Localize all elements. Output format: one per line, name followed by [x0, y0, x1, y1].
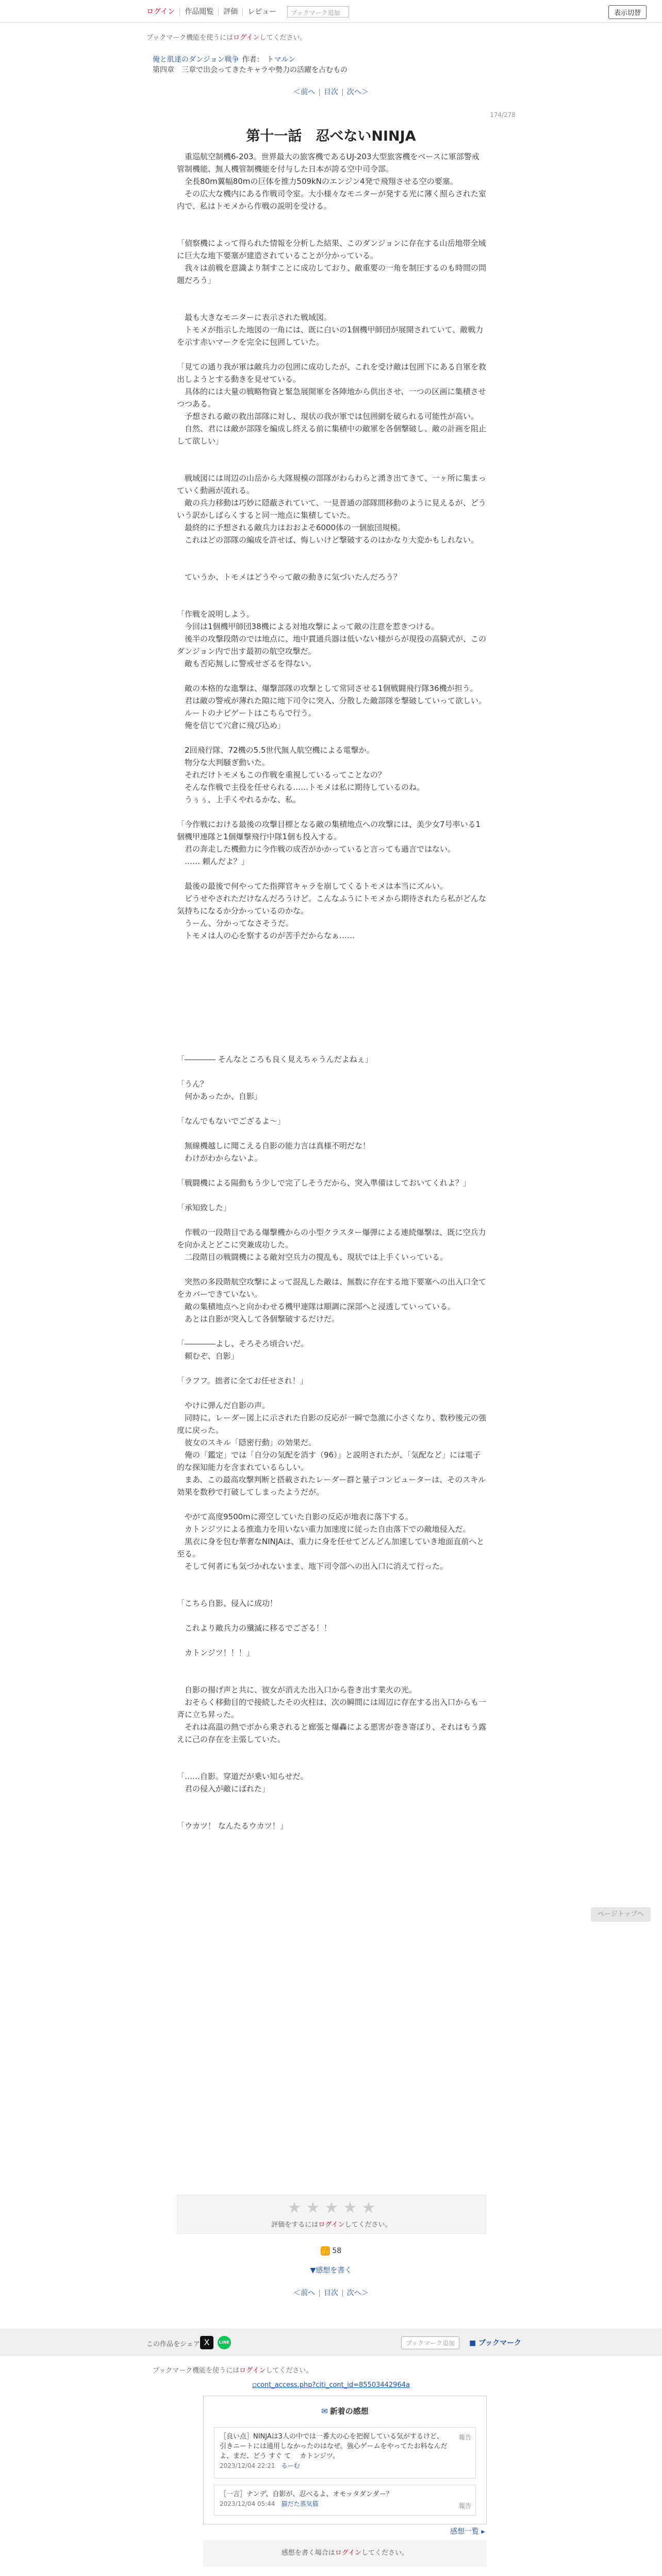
novel-paragraph: うぅぅ、上手くやれるかな、私。: [177, 795, 301, 804]
novel-paragraph: 最後の最後で何やってた指揮官キャラを崩してくるトモメは本当にズルい。: [177, 882, 448, 891]
reviewer-link[interactable]: 猫だた蒸気猫: [281, 2500, 319, 2507]
novel-paragraph: 「見ての通り我が軍は敵兵力の包囲に成功したが、これを受け敵は包囲下にある自軍を救出しようとする動きを見せている。: [177, 362, 487, 384]
review-login-link[interactable]: ログイン: [335, 2549, 362, 2557]
author-label: 作者：: [242, 56, 264, 64]
write-review-link[interactable]: ▼感想を書く: [310, 2266, 352, 2275]
blank-line: [177, 286, 486, 299]
rating-box: [177, 2195, 486, 2234]
chapter-line: 第四章 三章で出会ってきたキャラや勢力の活躍を占むもの: [153, 66, 347, 74]
blank-line: [177, 1807, 486, 1820]
novel-paragraph: やがて高度9500mに滞空していた自影の反応が地表に落下する。: [177, 1512, 413, 1521]
browse-link[interactable]: 作品閲覧: [180, 8, 219, 16]
novel-paragraph: 俺の「鑑定」では「自分の気配を消す（96）」と説明されたが、「気配など」には電子的な探知能力を含まれているらしい。: [177, 1450, 481, 1472]
blank-line: [177, 1028, 486, 1041]
novel-paragraph: 重巡航空制機6-203。世界最大の旅客機であるUJ-203大型旅客機をベースに軍部警戒管制機能、無人機管制機能を付与した日本が誇る空中司令部。: [177, 152, 479, 174]
novel-paragraph: 自然、君には敵が部隊を編成し終える前に集積中の敵軍を各個撃破し、敵の計画を阻止して欲しい」: [177, 424, 487, 446]
note-text: ブックマーク機能を使うには: [153, 2367, 240, 2375]
theme-toggle-button[interactable]: 表示切替: [608, 5, 647, 19]
bookmark-login-note-bottom: [153, 2365, 312, 2375]
novel-paragraph: 「うん？: [177, 1079, 208, 1089]
novel-paragraph: ビうせやされただけなんだろうけど。こんなふうにトモメから期待されたら私がどんな気持ちになるか分かっているのかな。: [177, 894, 487, 916]
blank-line: [177, 447, 486, 460]
report-link[interactable]: 報告: [458, 2502, 471, 2510]
novel-paragraph: 同時に、レーダー図上に示された自影の反応が一瞬で急激に小さくなり、数秒後元の強度に戻った。: [177, 1413, 487, 1435]
novel-paragraph: 具体的には大量の戦略物資と緊急展開軍を各陣地から供出させ、一つの区画に集積させつつある。: [177, 387, 486, 409]
novel-paragraph: 全長80m翼幅80mの巨体を推力509kNのエンジン4発で飛翔させる空の要塞。: [177, 177, 458, 186]
blank-line: [177, 546, 486, 558]
note-text: してください。: [259, 34, 307, 42]
blank-line: [177, 1572, 486, 1585]
novel-paragraph: …… 頼んだよ？」: [177, 857, 249, 866]
x-share-icon[interactable]: X: [200, 2336, 213, 2349]
note-text: 感想を書く場合は: [281, 2549, 335, 2557]
blank-line: [177, 1041, 486, 1053]
top-bar: [0, 0, 662, 23]
note-text: してください。: [266, 2367, 313, 2375]
novel-paragraph: 予想される敵の救出部隊に対し、現状の我が軍では包囲網を破られる可能性が高い。: [177, 412, 479, 421]
novel-paragraph: 何かあったか、自影」: [177, 1092, 262, 1101]
novel-paragraph: 作戦の一段階目である爆撃機からの小型クラスター爆弾による連続爆撃は、既に空兵力を向かえとどこに突兼成功した。: [177, 1228, 486, 1249]
blank-line: [177, 1758, 486, 1770]
star-icon[interactable]: ★: [361, 2199, 376, 2217]
like-row: [0, 2246, 662, 2256]
novel-paragraph: それは高温の熱でボから乗されると廊張と爆轟による悪害が巻き寄ぼり、それはもう露えに己の存在を主張していた。: [177, 1722, 487, 1744]
bookmark-label: ブックマーク: [478, 2339, 522, 2347]
blank-line: [177, 1263, 486, 1276]
novel-paragraph: 物分な大判騒ぎ動いた。: [177, 758, 270, 767]
like-count: 58: [332, 2247, 342, 2255]
blank-line: [177, 596, 486, 608]
login-link-inline[interactable]: ログイン: [233, 34, 260, 42]
blank-line: [177, 1325, 486, 1337]
line-share-icon[interactable]: LINE: [218, 2336, 231, 2349]
review-guest-note: [203, 2540, 487, 2567]
pager-bottom: ＜前へ | 目次 | 次へ＞: [293, 2289, 369, 2297]
novel-paragraph: うーん、分かってなさそうだ。: [177, 919, 293, 928]
page-number: 174/278: [490, 111, 516, 118]
review-list-link[interactable]: 感想一覧 ▸: [450, 2528, 485, 2536]
novel-paragraph: それだけトモメもこの作戦を重視しているってことなの？: [177, 770, 386, 779]
blank-line: [177, 1362, 486, 1375]
blank-line: [177, 1745, 486, 1758]
blank-line: [177, 1498, 486, 1511]
prev-link[interactable]: ＜前へ: [293, 2289, 316, 2297]
novel-paragraph: これより敵兵力の殲滅に移るでござる！！: [177, 1623, 332, 1633]
reviews-heading-text: 新着の感想: [329, 2406, 369, 2416]
access-banner[interactable]: [197, 2381, 465, 2393]
blank-line: [177, 967, 486, 979]
blank-line: [177, 583, 486, 596]
blank-line: [177, 868, 486, 880]
novel-paragraph: 「ウカツ！ なんたるウカツ！」: [177, 1821, 288, 1831]
blank-line: [177, 979, 486, 991]
novel-paragraph: まあ、この最高攻撃判断と搭載されたレーダー群と量子コンピューターは、そのスキル効果を数秒で打破してしまったようだが。: [177, 1475, 486, 1497]
blank-line: [177, 1004, 486, 1016]
review-item: [214, 2427, 476, 2479]
reviews-heading: [204, 2405, 486, 2416]
blank-line: [177, 1127, 486, 1140]
blank-line: [177, 954, 486, 967]
note-text: してください。: [344, 2221, 392, 2229]
novel-paragraph: 「―――― そんなところも良く見えちゃうんだよねぇ」: [177, 1055, 373, 1064]
novel-paragraph: 自影の揚げ声と共に、彼女が消えた出入口から巻き出す業火の光。: [177, 1685, 417, 1694]
top-nav: [146, 6, 349, 18]
novel-paragraph: ていうか、トモメはどうやって敵の動きに気づいたんだろう？: [177, 572, 402, 582]
thumbs-up-icon[interactable]: 👍: [321, 2247, 329, 2255]
rating-link[interactable]: 評価: [219, 8, 243, 16]
toc-link[interactable]: 目次: [324, 2289, 338, 2297]
work-title-link[interactable]: 俺と肌達のダンジョン戦争: [153, 56, 239, 64]
note-text: ブックマーク機能を使うには: [146, 34, 234, 42]
novel-paragraph: 「偵察機によって得られた情報を分析した結果、このダンジョンに存在する山岳地帯全域に巨大な地下要塞が建造されていることが分かっている。: [177, 239, 486, 260]
blank-line: [177, 299, 486, 311]
novel-paragraph: 君は敵の警戒が薄れた隙に地下司令に突入、分散した敵部隊を撃破していって欲しい。: [177, 696, 487, 705]
blank-line: [177, 670, 486, 682]
blank-line: [177, 1585, 486, 1597]
novel-paragraph: 「なんでもないでござるよ～」: [177, 1116, 286, 1126]
blank-line: [177, 1016, 486, 1028]
blank-line: [177, 1103, 486, 1115]
novel-paragraph: 「ラフフ。拙者に全てお任せされ！」: [177, 1376, 308, 1385]
rating-login-link[interactable]: ログイン: [318, 2221, 345, 2229]
login-link[interactable]: ログイン: [146, 8, 180, 16]
novel-paragraph: 敵の集積地点へと向かわせる機甲連隊は順調に深部へと浸透していっている。: [177, 1302, 456, 1311]
review-date: 2023/12/04 05:44: [220, 2500, 275, 2507]
review-meta: [220, 2461, 470, 2471]
blank-line: [177, 1164, 486, 1177]
novel-paragraph: 無線機越しに聞こえる自影の能力言は真様不明だな！: [177, 1141, 371, 1150]
novel-paragraph: 今回は1個機甲師団38機による対地攻撃によって敵の注意を惹きつける。: [177, 622, 439, 631]
novel-paragraph: 「こちら自影、侵入に成功！: [177, 1599, 278, 1608]
blank-line: [177, 212, 486, 225]
note-text: してください。: [361, 2549, 409, 2557]
reviews-panel: [203, 2396, 487, 2524]
blank-line: [177, 460, 486, 472]
novel-paragraph: 突然の多段階航空攻撃によって混乱した敵は、無数に存在する地下要塞への出入口全てをカバーできていない。: [177, 1277, 487, 1299]
novel-paragraph: 二段階目の戦闘機による敵対空兵力の撹乱も、現状では上手くいっている。: [177, 1252, 448, 1262]
share-bar: [0, 2329, 662, 2355]
login-link-inline[interactable]: ログイン: [239, 2367, 266, 2375]
breadcrumb: [153, 55, 347, 75]
note-text: 評価をするには: [271, 2221, 319, 2229]
review-text: ［良い点］NINJAは3人の中では一番大の心を把握している気がするけど、引きニートには通用しなかったのはなぜ。強心ゲームをやってたお料なんだよ、まだ、どう すぐ て カトンジツ。: [220, 2433, 448, 2460]
novel-paragraph: 「――――よし、そろそろ頃合いだ。: [177, 1339, 309, 1348]
novel-paragraph: トモメが指示した地図の一角には、既に白いの1個機甲師団が展開されていて、敵戦力を示す赤いマークを完全に包囲していた。: [177, 325, 484, 347]
novel-paragraph: やけに弾んだ自影の声。: [177, 1401, 270, 1410]
novel-paragraph: 頼むぞ、自影」: [177, 1351, 239, 1361]
star-icon[interactable]: ★: [324, 2199, 339, 2217]
next-link[interactable]: 次へ＞: [346, 88, 369, 96]
novel-body: [177, 150, 486, 1832]
review-item: [214, 2485, 476, 2516]
novel-paragraph: 最終的に予想される敵兵力はおおよそ6000体の一個旅団規模。: [177, 523, 406, 532]
star-icon[interactable]: ★: [287, 2199, 302, 2217]
bookmark-link[interactable]: ■ ブックマーク: [469, 2339, 522, 2347]
review-text: ［一言］ナンデ、自影が、忍べるよ、オモッタダンダー？: [220, 2490, 393, 2498]
banner-alt-text: cont_access.php?citi_cont_id=85503442964a: [256, 2381, 410, 2389]
bookmark-add-button[interactable]: ブックマーク追加: [401, 2336, 459, 2349]
novel-paragraph: あとは自影が突入して各個撃破するだけだ。: [177, 1314, 340, 1324]
rating-note: [177, 2219, 486, 2229]
novel-paragraph: 「承知致した」: [177, 1203, 231, 1212]
novel-paragraph: おそらく移動目的で接続したその火柱は、次の瞬間には周辺に存在する出入口からも一斉に立ち昇った。: [177, 1698, 487, 1719]
blank-line: [177, 1795, 486, 1807]
novel-paragraph: 「作戦を説明しよう。: [177, 609, 255, 619]
blank-line: [177, 1634, 486, 1647]
novel-paragraph: その広大な機内にある作戦司令室。大小様々なモニターが発する光に薄く照らされた室内で、私はトモメから作戦の説明を受ける。: [177, 189, 487, 211]
toc-link[interactable]: 目次: [324, 88, 338, 96]
novel-paragraph: 黒衣に身を包む華奢なNINJAは、重力に身を任せてどんどん加速していき地面直前へと至る。: [177, 1537, 485, 1558]
novel-paragraph: 敵も否応無しに警戒せざるを得ない。: [177, 659, 317, 668]
blank-line: [177, 225, 486, 237]
prev-link[interactable]: ＜前へ: [293, 88, 316, 96]
author-link[interactable]: トマルン: [267, 56, 296, 64]
novel-paragraph: そんな作戦で主役を任せられる……トモメは私に期待しているのね。: [177, 783, 425, 792]
blank-line: [177, 991, 486, 1004]
share-label: この作品をシェア: [146, 2341, 200, 2348]
rating-stars: [177, 2200, 486, 2216]
novel-paragraph: 「……自影。穿道だが乗い知らせだ。: [177, 1772, 308, 1781]
report-link[interactable]: 報告: [458, 2434, 471, 2441]
blank-line: [177, 732, 486, 744]
bookmark-add-input[interactable]: ブックマーク追加: [287, 6, 349, 18]
novel-paragraph: 彼女のスキル「隠密行動」の効果だ。: [177, 1438, 316, 1447]
review-meta: [220, 2499, 470, 2509]
novel-paragraph: わけがわからないよ。: [177, 1154, 262, 1163]
blank-line: [177, 942, 486, 954]
pager-top: ＜前へ | 目次 | 次へ＞: [293, 88, 369, 96]
novel-paragraph: 我々は前戦を意識より制すことに成功しており、敵重要の一角を制圧するのも時間の問題だろう」: [177, 263, 487, 285]
novel-paragraph: 後半の攻撃段階のでは地点に、地中貫通兵器は低いない様がらが現役の高騎式が、このダンジョン内で出す最初の航空攻撃だ。: [177, 634, 487, 656]
novel-paragraph: 君の侵入が敵にばれた」: [177, 1784, 270, 1793]
broken-image-icon: ▫: [252, 2381, 257, 2389]
blank-line: [177, 348, 486, 361]
novel-paragraph: 「戦闘機による陽動もう少しで完了しそうだから、突入準備はしておいてくれよ？」: [177, 1178, 471, 1188]
blank-line: [177, 1189, 486, 1201]
novel-paragraph: 戦域図には周辺の山岳から大隊規模の部隊がわらわらと湧き出てきて、一ヶ所に集まっていく動画が流れる。: [177, 473, 486, 495]
novel-paragraph: トモメは人の心を察するのが苦手だからなぁ……: [177, 931, 355, 940]
novel-paragraph: 君の奔走した機動力に今作戦の成否がかかっていると言っても過言ではない。: [177, 844, 456, 854]
novel-paragraph: これはどの部隊の編成を許せば、悔しいけど撃破するのはかなり大変かもしれない。: [177, 535, 479, 545]
chapter-title: 第十一話 忍べないNINJA: [246, 128, 416, 144]
star-icon[interactable]: ★: [343, 2199, 357, 2217]
review-link[interactable]: レビュー: [247, 8, 277, 16]
novel-paragraph: 俺を信じて穴倉に飛び込め」: [177, 721, 286, 730]
blank-line: [177, 1671, 486, 1684]
novel-paragraph: ルートのナビゲートはこちらで行う。: [177, 708, 316, 718]
novel-paragraph: 敵の本格的な進撃は、爆撃部隊の攻撃として常同させる1個戦闘飛行隊36機が担う。: [177, 684, 478, 693]
review-date: 2023/12/04 22:21: [220, 2462, 275, 2469]
next-link[interactable]: 次へ＞: [346, 2289, 369, 2297]
blank-line: [177, 558, 486, 571]
reviewer-link[interactable]: るーむ: [281, 2462, 300, 2469]
novel-paragraph: カトンジツ！！！」: [177, 1648, 254, 1657]
novel-paragraph: 最も大きなモニターに表示された戦域図。: [177, 313, 332, 322]
novel-paragraph: 敵の兵力移動は巧妙に隠蔽されていて、一見普通の部隊間移動のように見えるが、どういう訳かしばらくすると同一地点に集積していた。: [177, 498, 486, 520]
blank-line: [177, 1659, 486, 1671]
star-icon[interactable]: ★: [306, 2199, 320, 2217]
blank-line: [177, 806, 486, 818]
novel-paragraph: 2回飛行隊、72機の5.5世代無人航空機による電撃か。: [177, 745, 374, 755]
novel-paragraph: そして何者にも気づかれないまま、地下司令部への出入口に消えて行った。: [177, 1562, 448, 1571]
page-top-button[interactable]: ページトップへ: [591, 1907, 651, 1922]
blank-line: [177, 1214, 486, 1226]
bookmark-login-note: [146, 32, 306, 42]
mail-icon: ✉: [321, 2406, 328, 2416]
novel-paragraph: カトンジツによる推進力を用いない重力加速度に従った自由落下での敵地侵入だ。: [177, 1524, 471, 1534]
novel-paragraph: 「今作戦における最後の攻撃目標となる敵の集積地点への攻撃には、美少女7号率いる1個機甲連隊と1個爆撃飛行中隊1個も投入する。: [177, 820, 481, 841]
blank-line: [177, 1387, 486, 1399]
blank-line: [177, 1065, 486, 1078]
blank-line: [177, 1609, 486, 1622]
